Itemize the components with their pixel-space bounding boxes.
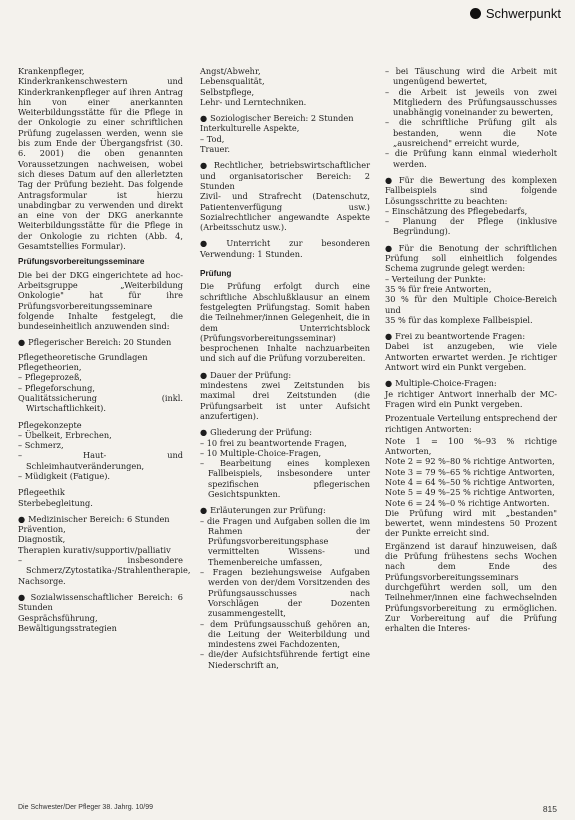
list-item: – die Prüfung kann einmal wiederholt werden. bbox=[385, 148, 557, 169]
group-heading: Pflegekonzepte bbox=[18, 419, 82, 430]
list-item: – Planung der Pflege (inklusive Begründung). bbox=[385, 216, 557, 237]
paragraph: mindestens zwei Zeitstunden bis maximal drei Zeitstunden (die Prüfungsarbeit ist unter Aufsicht anzufertigen). bbox=[200, 380, 370, 421]
list-item: Bewältigungsstrategien bbox=[18, 622, 117, 633]
bullet-item: ● Gliederung der Prüfung: bbox=[200, 427, 370, 437]
list-item: Interkulturelle Aspekte, bbox=[200, 123, 300, 134]
list-item: – bei Täuschung wird die Arbeit mit ungenügend bewertet, bbox=[385, 66, 557, 87]
list-item: – Pflegeprozeß, bbox=[18, 372, 82, 383]
bullet-item: ● Erläuterungen zur Prüfung: bbox=[200, 505, 370, 515]
list-item: Therapien kurativ/supportiv/palliativ bbox=[18, 544, 171, 555]
column-2 bbox=[200, 66, 370, 670]
paragraph: Die Prüfung wird mit „bestanden" bewertet, wenn mindestens 50 Prozent der Punkte erreicht sind. bbox=[385, 507, 557, 539]
paragraph: Ergänzend ist darauf hinzuweisen, daß die Prüfung frühestens sechs Wochen nach dem Ende des Prüfungsvorbereitungsseminars durchgeführt werden soll, um den Teilnehmer/innen eine fachwechselnden Prüfungsvorbereitung zu ermöglichen. Zur Vorbereitung auf die Prüfung erhalten die Interes- bbox=[385, 540, 557, 634]
list-item: – Haut- und Schleimhautveränderungen, bbox=[18, 450, 183, 471]
paragraph: Je richtiger Antwort innerhalb der MC-Fragen wird ein Punkt vergeben. bbox=[385, 388, 557, 409]
list-item: 35 % für freie Antworten, bbox=[385, 283, 492, 294]
bullet-item: ● Multiple-Choice-Fragen: bbox=[385, 378, 557, 388]
list-item: Lebensqualität, bbox=[200, 76, 265, 87]
paragraph: Dabei ist anzugeben, wie viele Antworten erwartet werden. Je richtiger Antwort wird ein Punkt vergeben. bbox=[385, 341, 557, 373]
bullet-dot-icon bbox=[470, 8, 481, 19]
list-item: Angst/Abwehr, bbox=[200, 66, 261, 76]
bullet-item: ● Unterricht zur besonderen Verwendung: 1 Stunden. bbox=[200, 238, 370, 259]
grade-row: Note 4 = 64 %–50 % richtige Antworten, bbox=[385, 476, 555, 487]
list-item: – 10 Multiple-Choice-Fragen, bbox=[200, 447, 322, 458]
list-item: – Einschätzung des Pflegebedarfs, bbox=[385, 205, 528, 216]
group-heading: Pflegetheoretische Grundlagen bbox=[18, 351, 148, 362]
list-item: 30 % für den Multiple Choice-Bereich und bbox=[385, 294, 557, 315]
journal-reference: Die Schwester/Der Pfleger 38. Jahrg. 10/99 bbox=[18, 804, 154, 811]
list-item: – Schmerz, bbox=[18, 440, 64, 451]
rubric-header bbox=[470, 6, 561, 21]
bullet-item: ● Frei zu beantwortende Fragen: bbox=[385, 331, 557, 341]
paragraph: Prozentuale Verteilung entsprechend der richtigen Antworten: bbox=[385, 413, 557, 434]
paragraph: Zivil- und Strafrecht (Datenschutz, Patientenverfügung usw.) Sozialrechtlicher angewandte Aspekte (Arbeitsschutz usw.). bbox=[200, 191, 370, 233]
section-heading: Prüfungsvorbereitungsseminare bbox=[18, 257, 145, 267]
bullet-item: ● Dauer der Prüfung: bbox=[200, 370, 370, 380]
column-1 bbox=[18, 66, 191, 633]
list-item: – dem Prüfungsausschuß gehören an, die Leitung der Weiterbildung und mindestens zwei Fachdozenten, bbox=[200, 618, 370, 650]
rubric-label: Schwerpunkt bbox=[485, 6, 561, 21]
list-item: – insbesondere Schmerz/Zytostatika-/Strahlentherapie, bbox=[18, 555, 191, 576]
list-item: Qualitätssicherung (inkl. Wirtschaftlichkeit). bbox=[18, 392, 183, 414]
list-item: Gesprächsführung, bbox=[18, 612, 98, 623]
list-item: – Übelkeit, Erbrechen, bbox=[18, 429, 112, 440]
list-item: – Verteilung der Punkte: bbox=[385, 273, 486, 284]
group-heading: Pflegeethik bbox=[18, 487, 65, 498]
grade-row: Note 1 = 100 %–93 % richtige Antworten, bbox=[385, 435, 557, 457]
list-item: Diagnostik, bbox=[18, 534, 66, 545]
list-item: Trauer. bbox=[200, 144, 230, 155]
page-number: 815 bbox=[542, 804, 557, 814]
grade-row: Note 3 = 79 %–65 % richtige Antworten, bbox=[385, 466, 555, 477]
list-item: – Müdigkeit (Fatigue). bbox=[18, 470, 111, 481]
bullet-item: ● Medizinischer Bereich: 6 Stunden bbox=[18, 514, 183, 524]
paragraph: Die bei der DKG eingerichtete ad hoc-Arbeitsgruppe „Weiterbildung Onkologie" hat für ihre Prüfungsvorbereitungsseminare folgende Inhalte festgelegt, die bundeseinheitlich anzuwenden sind: bbox=[18, 269, 183, 332]
section-heading: Prüfung bbox=[200, 269, 232, 279]
list-item: – Tod, bbox=[200, 133, 225, 144]
bullet-item: ● Für die Benotung der schriftlichen Prüfung soll einheitlich folgendes Schema zugrunde gelegt werden: bbox=[385, 243, 557, 274]
paragraph: Die Prüfung erfolgt durch eine schriftliche Abschlußklausur an einem festgelegten Prüfungstag. Somit haben die Teilnehmer/innen Gelegenheit, die in dem Unterrichtsblock (Prüfungsvorbereitungsseminar) besprochenen Inhalte nachzuarbeiten und sich auf die Prüfung vorzubereiten. bbox=[200, 281, 370, 364]
list-item: – die/der Aufsichtsführende fertigt eine Niederschrift an, bbox=[200, 649, 370, 670]
list-item: – Fragen beziehungsweise Aufgaben werden von der/dem Vorsitzenden des Prüfungsausschusses nach Vorschlägen der Dozenten zusammengestellt, bbox=[200, 567, 370, 619]
list-item: – die schriftliche Prüfung gilt als bestanden, wenn die Note „ausreichend" erreicht wurde, bbox=[385, 117, 557, 149]
bullet-item: ● Rechtlicher, betriebswirtschaftlicher und organisatorischer Bereich: 2 Stunden bbox=[200, 160, 370, 191]
grade-row: Note 6 = 24 %–0 % richtige Antworten. bbox=[385, 497, 550, 508]
bullet-item: ● Sozialwissenschaftlicher Bereich: 6 Stunden bbox=[18, 592, 183, 613]
list-item: Sterbebegleitung. bbox=[18, 497, 93, 508]
list-item: – die Fragen und Aufgaben sollen die im Rahmen der Prüfungsvorbereitungsphase vermittelten Wissens- und Themenbereiche umfassen, bbox=[200, 515, 370, 567]
grade-row: Note 5 = 49 %–25 % richtige Antworten, bbox=[385, 487, 555, 498]
paragraph: Krankenpfleger, Kinderkrankenschwestern und Kinderkrankenpfleger auf ihren Antrag hin von einer anerkannten Weiterbildungsstätte für die Pflege in der Onkologie zu einer schriftlichen Prüfung zugelassen werden, wenn sie bis zum Ende der Übergangsfrist (30. 6. 2001) die oben genannten Voraussetzungen nachweisen, wobei sich dieses Datum auf den allerletzten Tag der Prüfung bezieht. Das folgende Antragsformular ist hierzu unabdingbar zu verwenden und direkt an eine von der DKG anerkannte Weiterbildungsstätte für die Pflege in der Onkologie zu richten (Abb. 4, Gesamtstellies Formular). bbox=[18, 66, 183, 252]
list-item: Lehr- und Lerntechniken. bbox=[200, 96, 307, 107]
list-item: Selbstpflege, bbox=[200, 86, 255, 97]
bullet-item: ● Für die Bewertung des komplexen Fallbeispiels sind folgende Lösungsschritte zu beachten: bbox=[385, 175, 557, 206]
list-item: Nachsorge. bbox=[18, 575, 66, 586]
bullet-item: ● Pflegerischer Bereich: 20 Stunden bbox=[18, 337, 183, 347]
column-3 bbox=[385, 66, 557, 639]
page-footer bbox=[18, 804, 557, 814]
grade-row: Note 2 = 92 %–80 % richtige Antworten, bbox=[385, 456, 555, 467]
list-item: 35 % für das komplexe Fallbeispiel. bbox=[385, 314, 533, 325]
list-item: – Pflegeforschung, bbox=[18, 382, 95, 393]
bullet-item: ● Soziologischer Bereich: 2 Stunden bbox=[200, 113, 370, 123]
list-item: – die Arbeit ist jeweils von zwei Mitgliedern des Prüfungsausschusses unabhängig voneinander zu bewerten, bbox=[385, 86, 557, 118]
list-item: Prävention, bbox=[18, 524, 66, 535]
list-item: – Bearbeitung eines komplexen Fallbeispiels, insbesondere unter spezifischen pflegerischen Gesichtspunkten. bbox=[200, 458, 370, 499]
list-item: – 10 frei zu beantwortende Fragen, bbox=[200, 437, 347, 448]
list-item: Pflegetheorien, bbox=[18, 362, 82, 373]
